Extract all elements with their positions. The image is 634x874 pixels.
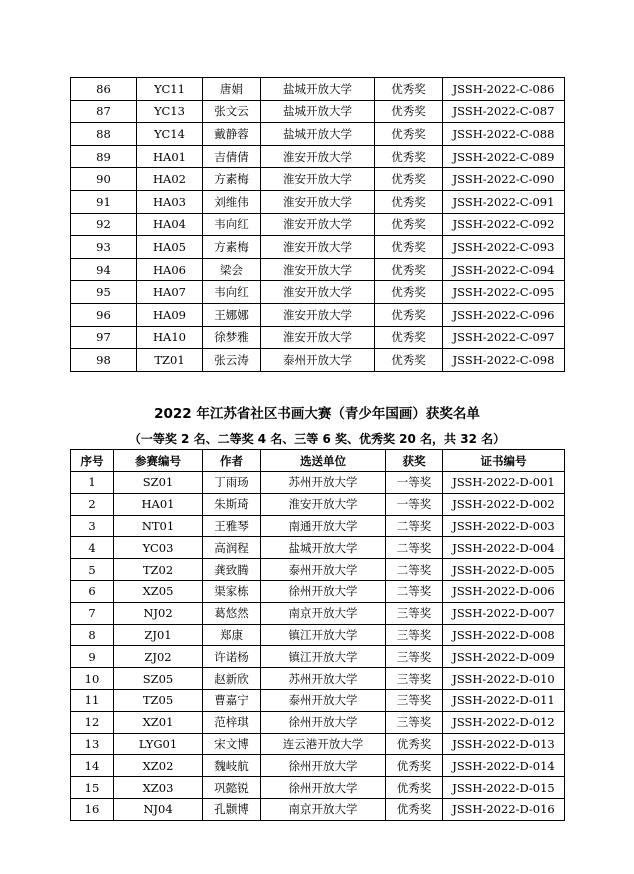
cell-unit: 淮安开放大学 xyxy=(261,303,375,326)
cell-certificate: JSSH-2022-C-091 xyxy=(443,190,565,213)
cell-award: 优秀奖 xyxy=(375,258,443,281)
cell-index: 16 xyxy=(71,798,114,820)
header-award: 获奖 xyxy=(386,450,443,472)
cell-entry-id: XZ05 xyxy=(114,580,203,602)
header-author: 作者 xyxy=(203,450,261,472)
cell-certificate: JSSH-2022-D-013 xyxy=(443,733,565,755)
cell-certificate: JSSH-2022-D-002 xyxy=(443,493,565,515)
cell-author: 巩懿锐 xyxy=(203,777,261,799)
cell-author: 戴静蓉 xyxy=(203,123,261,146)
cell-unit: 盐城开放大学 xyxy=(261,78,375,101)
cell-award: 优秀奖 xyxy=(375,303,443,326)
cell-author: 王雅琴 xyxy=(203,515,261,537)
cell-unit: 泰州开放大学 xyxy=(261,349,375,372)
cell-award: 二等奖 xyxy=(386,559,443,581)
table-row xyxy=(71,602,565,624)
cell-index: 97 xyxy=(71,326,137,349)
cell-entry-id: TZ01 xyxy=(137,349,203,372)
cell-unit: 淮安开放大学 xyxy=(261,236,375,259)
cell-index: 89 xyxy=(71,145,137,168)
header-unit: 选送单位 xyxy=(261,450,386,472)
cell-award: 优秀奖 xyxy=(375,100,443,123)
cell-author: 朱斯琦 xyxy=(203,493,261,515)
table-row xyxy=(71,145,565,168)
table-row xyxy=(71,580,565,602)
cell-certificate: JSSH-2022-C-096 xyxy=(443,303,565,326)
cell-author: 方素梅 xyxy=(203,168,261,191)
table-row xyxy=(71,733,565,755)
cell-index: 1 xyxy=(71,472,114,494)
table-row xyxy=(71,493,565,515)
awards-table-continued xyxy=(70,77,565,372)
cell-author: 张文云 xyxy=(203,100,261,123)
cell-unit: 淮安开放大学 xyxy=(261,326,375,349)
cell-author: 韦向红 xyxy=(203,281,261,304)
table-row xyxy=(71,646,565,668)
cell-award: 三等奖 xyxy=(386,689,443,711)
cell-certificate: JSSH-2022-D-011 xyxy=(443,689,565,711)
table-row xyxy=(71,537,565,559)
table-row xyxy=(71,303,565,326)
cell-author: 渠家栋 xyxy=(203,580,261,602)
cell-index: 4 xyxy=(71,537,114,559)
cell-unit: 徐州开放大学 xyxy=(261,777,386,799)
cell-index: 90 xyxy=(71,168,137,191)
cell-certificate: JSSH-2022-C-089 xyxy=(443,145,565,168)
cell-unit: 泰州开放大学 xyxy=(261,689,386,711)
cell-index: 6 xyxy=(71,580,114,602)
cell-entry-id: ZJ01 xyxy=(114,624,203,646)
cell-unit: 徐州开放大学 xyxy=(261,580,386,602)
cell-entry-id: HA02 xyxy=(137,168,203,191)
cell-award: 二等奖 xyxy=(386,537,443,559)
table-row xyxy=(71,281,565,304)
cell-author: 梁会 xyxy=(203,258,261,281)
cell-award: 三等奖 xyxy=(386,624,443,646)
cell-index: 13 xyxy=(71,733,114,755)
cell-unit: 南通开放大学 xyxy=(261,515,386,537)
table-row xyxy=(71,668,565,690)
cell-certificate: JSSH-2022-D-008 xyxy=(443,624,565,646)
cell-index: 91 xyxy=(71,190,137,213)
cell-award: 二等奖 xyxy=(386,515,443,537)
cell-certificate: JSSH-2022-D-014 xyxy=(443,755,565,777)
cell-unit: 连云港开放大学 xyxy=(261,733,386,755)
cell-author: 韦向红 xyxy=(203,213,261,236)
cell-certificate: JSSH-2022-D-015 xyxy=(443,777,565,799)
cell-certificate: JSSH-2022-C-088 xyxy=(443,123,565,146)
cell-author: 龚致腾 xyxy=(203,559,261,581)
cell-entry-id: HA09 xyxy=(137,303,203,326)
cell-entry-id: NT01 xyxy=(114,515,203,537)
cell-unit: 苏州开放大学 xyxy=(261,668,386,690)
cell-index: 11 xyxy=(71,689,114,711)
cell-certificate: JSSH-2022-D-005 xyxy=(443,559,565,581)
cell-certificate: JSSH-2022-C-086 xyxy=(443,78,565,101)
cell-certificate: JSSH-2022-D-016 xyxy=(443,798,565,820)
table-row xyxy=(71,349,565,372)
cell-index: 95 xyxy=(71,281,137,304)
cell-unit: 淮安开放大学 xyxy=(261,145,375,168)
cell-index: 14 xyxy=(71,755,114,777)
cell-unit: 镇江开放大学 xyxy=(261,646,386,668)
cell-author: 王娜娜 xyxy=(203,303,261,326)
cell-author: 范梓琪 xyxy=(203,711,261,733)
table-row xyxy=(71,798,565,820)
cell-entry-id: XZ01 xyxy=(114,711,203,733)
cell-index: 88 xyxy=(71,123,137,146)
cell-entry-id: HA07 xyxy=(137,281,203,304)
cell-index: 3 xyxy=(71,515,114,537)
cell-certificate: JSSH-2022-D-009 xyxy=(443,646,565,668)
cell-award: 优秀奖 xyxy=(386,777,443,799)
cell-index: 2 xyxy=(71,493,114,515)
cell-unit: 淮安开放大学 xyxy=(261,168,375,191)
cell-certificate: JSSH-2022-C-095 xyxy=(443,281,565,304)
cell-certificate: JSSH-2022-D-012 xyxy=(443,711,565,733)
cell-unit: 淮安开放大学 xyxy=(261,213,375,236)
cell-award: 优秀奖 xyxy=(375,349,443,372)
cell-author: 丁雨玚 xyxy=(203,472,261,494)
cell-unit: 盐城开放大学 xyxy=(261,100,375,123)
cell-certificate: JSSH-2022-D-010 xyxy=(443,668,565,690)
table-row xyxy=(71,472,565,494)
cell-author: 方素梅 xyxy=(203,236,261,259)
table-row xyxy=(71,190,565,213)
cell-entry-id: YC03 xyxy=(114,537,203,559)
cell-certificate: JSSH-2022-C-097 xyxy=(443,326,565,349)
cell-unit: 徐州开放大学 xyxy=(261,755,386,777)
cell-index: 15 xyxy=(71,777,114,799)
cell-entry-id: NJ02 xyxy=(114,602,203,624)
cell-entry-id: HA01 xyxy=(137,145,203,168)
table-row xyxy=(71,689,565,711)
page-subtitle: （一等奖 2 名、二等奖 4 名、三等 6 奖、优秀奖 20 名，共 32 名） xyxy=(128,432,506,446)
cell-unit: 南京开放大学 xyxy=(261,798,386,820)
cell-index: 9 xyxy=(71,646,114,668)
cell-entry-id: HA01 xyxy=(114,493,203,515)
cell-author: 孔颢博 xyxy=(203,798,261,820)
table-row xyxy=(71,559,565,581)
cell-certificate: JSSH-2022-D-001 xyxy=(443,472,565,494)
cell-author: 赵新欣 xyxy=(203,668,261,690)
table-header-row xyxy=(71,450,565,472)
cell-author: 魏岐航 xyxy=(203,755,261,777)
cell-index: 96 xyxy=(71,303,137,326)
table-row xyxy=(71,236,565,259)
table-row xyxy=(71,755,565,777)
cell-certificate: JSSH-2022-D-007 xyxy=(443,602,565,624)
cell-award: 优秀奖 xyxy=(375,213,443,236)
cell-award: 优秀奖 xyxy=(375,281,443,304)
cell-award: 优秀奖 xyxy=(375,168,443,191)
cell-author: 许诺杨 xyxy=(203,646,261,668)
cell-award: 优秀奖 xyxy=(375,123,443,146)
cell-entry-id: HA05 xyxy=(137,236,203,259)
table-row xyxy=(71,258,565,281)
table-row xyxy=(71,711,565,733)
cell-entry-id: XZ03 xyxy=(114,777,203,799)
cell-unit: 盐城开放大学 xyxy=(261,123,375,146)
cell-author: 葛悠然 xyxy=(203,602,261,624)
cell-unit: 淮安开放大学 xyxy=(261,281,375,304)
cell-award: 优秀奖 xyxy=(375,190,443,213)
header-index: 序号 xyxy=(71,450,114,472)
cell-award: 优秀奖 xyxy=(375,78,443,101)
cell-entry-id: ZJ02 xyxy=(114,646,203,668)
table-row xyxy=(71,326,565,349)
cell-unit: 泰州开放大学 xyxy=(261,559,386,581)
cell-certificate: JSSH-2022-D-006 xyxy=(443,580,565,602)
table-row xyxy=(71,123,565,146)
table-row xyxy=(71,624,565,646)
cell-award: 二等奖 xyxy=(386,580,443,602)
cell-index: 8 xyxy=(71,624,114,646)
cell-author: 徐梦雅 xyxy=(203,326,261,349)
cell-certificate: JSSH-2022-D-004 xyxy=(443,537,565,559)
cell-award: 优秀奖 xyxy=(375,145,443,168)
cell-entry-id: TZ02 xyxy=(114,559,203,581)
cell-entry-id: YC14 xyxy=(137,123,203,146)
cell-index: 98 xyxy=(71,349,137,372)
cell-index: 93 xyxy=(71,236,137,259)
cell-entry-id: TZ05 xyxy=(114,689,203,711)
cell-unit: 徐州开放大学 xyxy=(261,711,386,733)
cell-unit: 盐城开放大学 xyxy=(261,537,386,559)
cell-award: 三等奖 xyxy=(386,711,443,733)
cell-award: 一等奖 xyxy=(386,472,443,494)
cell-index: 12 xyxy=(71,711,114,733)
cell-entry-id: SZ05 xyxy=(114,668,203,690)
cell-unit: 淮安开放大学 xyxy=(261,258,375,281)
cell-index: 7 xyxy=(71,602,114,624)
cell-unit: 镇江开放大学 xyxy=(261,624,386,646)
cell-certificate: JSSH-2022-C-092 xyxy=(443,213,565,236)
cell-index: 92 xyxy=(71,213,137,236)
table-row xyxy=(71,100,565,123)
cell-entry-id: YC11 xyxy=(137,78,203,101)
cell-certificate: JSSH-2022-C-093 xyxy=(443,236,565,259)
cell-entry-id: YC13 xyxy=(137,100,203,123)
cell-award: 优秀奖 xyxy=(386,798,443,820)
cell-index: 94 xyxy=(71,258,137,281)
cell-certificate: JSSH-2022-C-098 xyxy=(443,349,565,372)
header-certificate: 证书编号 xyxy=(443,450,565,472)
cell-entry-id: HA04 xyxy=(137,213,203,236)
cell-award: 三等奖 xyxy=(386,602,443,624)
cell-index: 10 xyxy=(71,668,114,690)
cell-author: 曹嘉宁 xyxy=(203,689,261,711)
table-row xyxy=(71,168,565,191)
cell-entry-id: XZ02 xyxy=(114,755,203,777)
cell-award: 一等奖 xyxy=(386,493,443,515)
cell-certificate: JSSH-2022-D-003 xyxy=(443,515,565,537)
cell-author: 刘维伟 xyxy=(203,190,261,213)
cell-entry-id: LYG01 xyxy=(114,733,203,755)
cell-award: 优秀奖 xyxy=(375,326,443,349)
cell-author: 张云涛 xyxy=(203,349,261,372)
cell-entry-id: HA03 xyxy=(137,190,203,213)
table-row xyxy=(71,78,565,101)
cell-author: 郑康 xyxy=(203,624,261,646)
cell-certificate: JSSH-2022-C-090 xyxy=(443,168,565,191)
cell-author: 高润程 xyxy=(203,537,261,559)
cell-award: 优秀奖 xyxy=(386,755,443,777)
cell-unit: 淮安开放大学 xyxy=(261,493,386,515)
cell-certificate: JSSH-2022-C-094 xyxy=(443,258,565,281)
table-row xyxy=(71,777,565,799)
cell-award: 三等奖 xyxy=(386,668,443,690)
cell-award: 优秀奖 xyxy=(375,236,443,259)
cell-unit: 南京开放大学 xyxy=(261,602,386,624)
page-title: 2022 年江苏省社区书画大赛（青少年国画）获奖名单 xyxy=(154,406,480,422)
cell-entry-id: NJ04 xyxy=(114,798,203,820)
cell-author: 唐娟 xyxy=(203,78,261,101)
cell-index: 86 xyxy=(71,78,137,101)
cell-award: 优秀奖 xyxy=(386,733,443,755)
cell-award: 三等奖 xyxy=(386,646,443,668)
cell-certificate: JSSH-2022-C-087 xyxy=(443,100,565,123)
cell-unit: 苏州开放大学 xyxy=(261,472,386,494)
cell-entry-id: HA06 xyxy=(137,258,203,281)
table-row xyxy=(71,515,565,537)
cell-author: 吉倩倩 xyxy=(203,145,261,168)
cell-entry-id: SZ01 xyxy=(114,472,203,494)
header-entry-id: 参赛编号 xyxy=(114,450,203,472)
table-row xyxy=(71,213,565,236)
youth-painting-awards-table xyxy=(70,449,565,821)
cell-entry-id: HA10 xyxy=(137,326,203,349)
cell-index: 5 xyxy=(71,559,114,581)
cell-index: 87 xyxy=(71,100,137,123)
cell-author: 宋文博 xyxy=(203,733,261,755)
cell-unit: 淮安开放大学 xyxy=(261,190,375,213)
